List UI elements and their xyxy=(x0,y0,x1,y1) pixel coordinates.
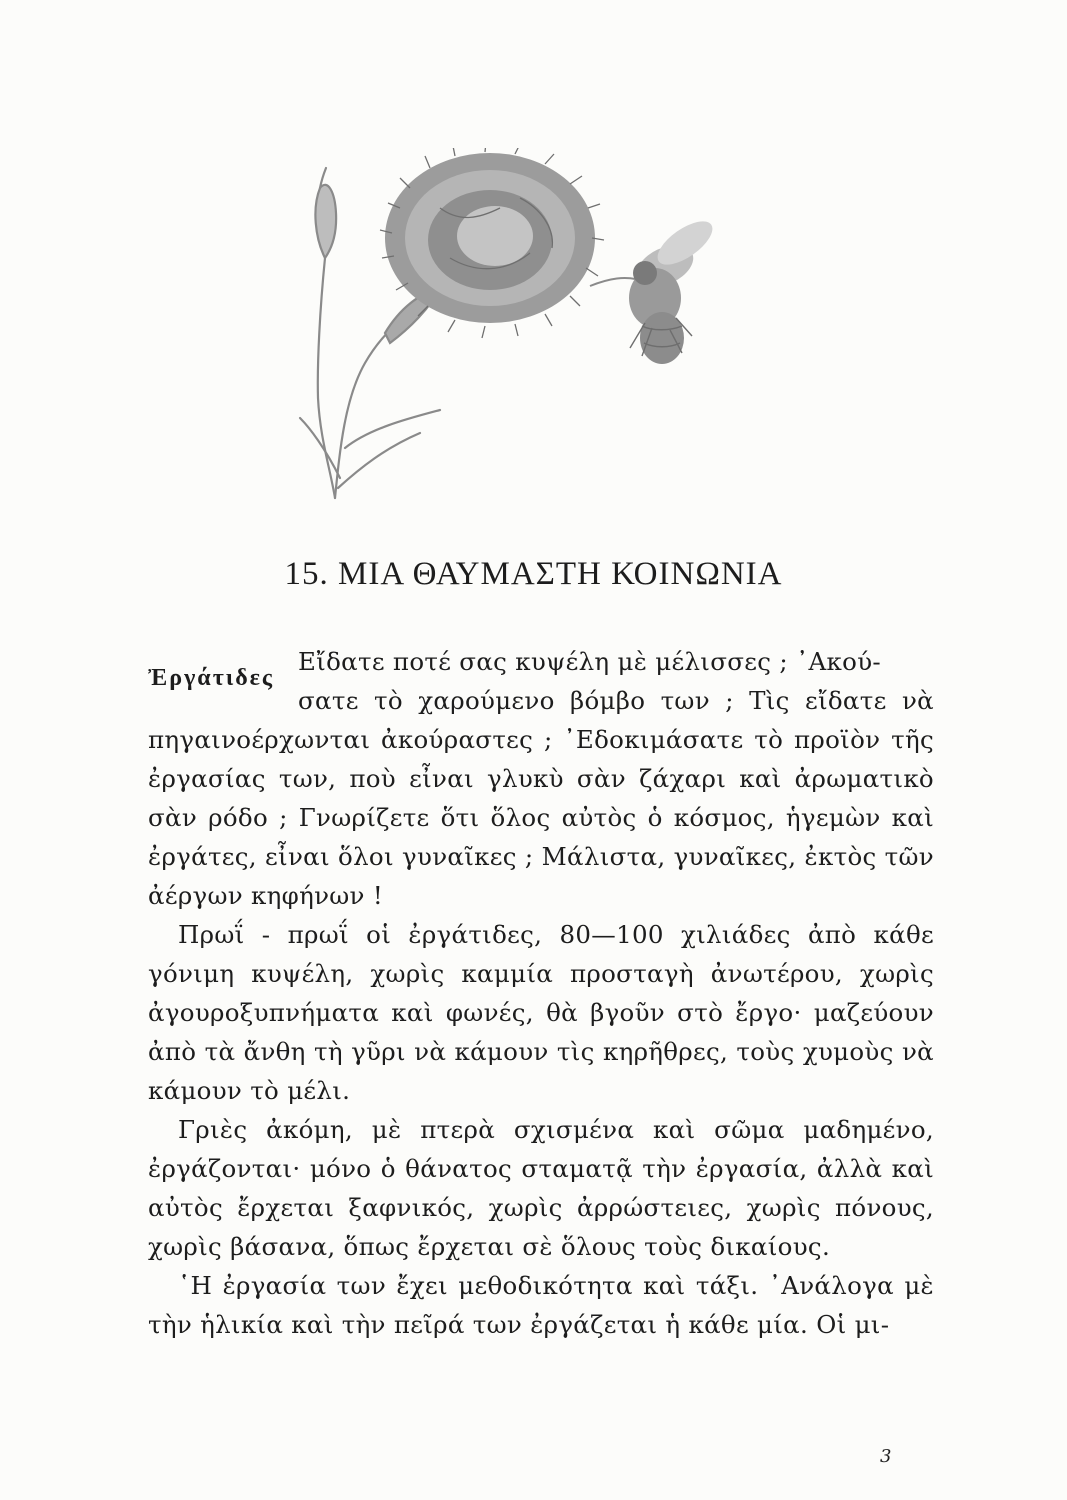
paragraph-1-rest: πηγαινοέρχωνται ἀκούραστες ; ᾿Εδοκιμάσατε τὸ προϊὸν τῆς ἐργασίας των, ποὺ εἶναι γλυκὺ σὰν ζάχαρι καὶ ἀρωματικὸ σὰν ρόδο ; Γνωρίζετε ὅτι ὅλος αὐτὸς ὁ κόσμος, ἡγεμὼν καὶ ἐργάτες, εἶναι ὅλοι γυναῖκες ; Μάλιστα, γυναῖκες, ἐκτὸς τῶν ἀέργων κηφήνων ! xyxy=(148,725,934,910)
chapter-title: 15. ΜΙΑ ΘΑΥΜΑΣΤΗ ΚΟΙΝΩΝΙΑ xyxy=(284,556,783,592)
paragraph-1-line-1: Εἴδατε ποτέ σας κυψέλη μὲ μέλισσες ; ᾿Ακού- xyxy=(298,647,881,676)
bee-icon xyxy=(590,213,719,364)
carnation-bee-illustration-icon xyxy=(290,148,730,508)
page-number: 3 xyxy=(880,1446,892,1467)
margin-heading: Ἐργάτιδες xyxy=(148,665,275,691)
body-text xyxy=(148,642,934,1344)
stem-icon xyxy=(335,298,430,498)
paragraph-3: Γριὲς ἀκόμη, μὲ πτερὰ σχισμένα καὶ σῶμα μαδημένο, ἐργάζονται· μόνο ὁ θάνατος σταματᾷ τὴν ἐργασία, ἀλλὰ καὶ αὐτὸς ἔρχεται ξαφνικός, χωρὶς ἀρρώστειες, χωρὶς πόνους, χωρὶς βάσανα, ὅπως ἔρχεται σὲ ὅλους τοὺς δικαίους. xyxy=(148,1115,934,1261)
paragraph-2: Πρωΐ - πρωΐ οἱ ἐργάτιδες, 80—100 χιλιάδες ἀπὸ κάθε γόνιμη κυψέλη, χωρὶς καμμία προσταγὴ ἀνωτέρου, χωρὶς ἀγουροξυπνήματα καὶ φωνές, θὰ βγοῦν στὸ ἔργο· μαζεύουν ἀπὸ τὰ ἄνθη τὴ γῦρι νὰ κάμουν τὶς κηρῆθρες, τοὺς χυμοὺς νὰ κάμουν τὸ μέλι. xyxy=(148,920,934,1105)
paragraph-4: ῾Η ἐργασία των ἔχει μεθοδικότητα καὶ τάξι. ᾿Ανάλογα μὲ τὴν ἡλικία καὶ τὴν πεῖρά των ἐργάζεται ἡ κάθε μία. Οἱ μι- xyxy=(148,1271,934,1339)
paragraph-1-line-2: σατε τὸ χαρούμενο βόμβο των ; Τὶς εἴδατε νὰ xyxy=(298,686,934,715)
paragraph-1 xyxy=(148,642,934,915)
